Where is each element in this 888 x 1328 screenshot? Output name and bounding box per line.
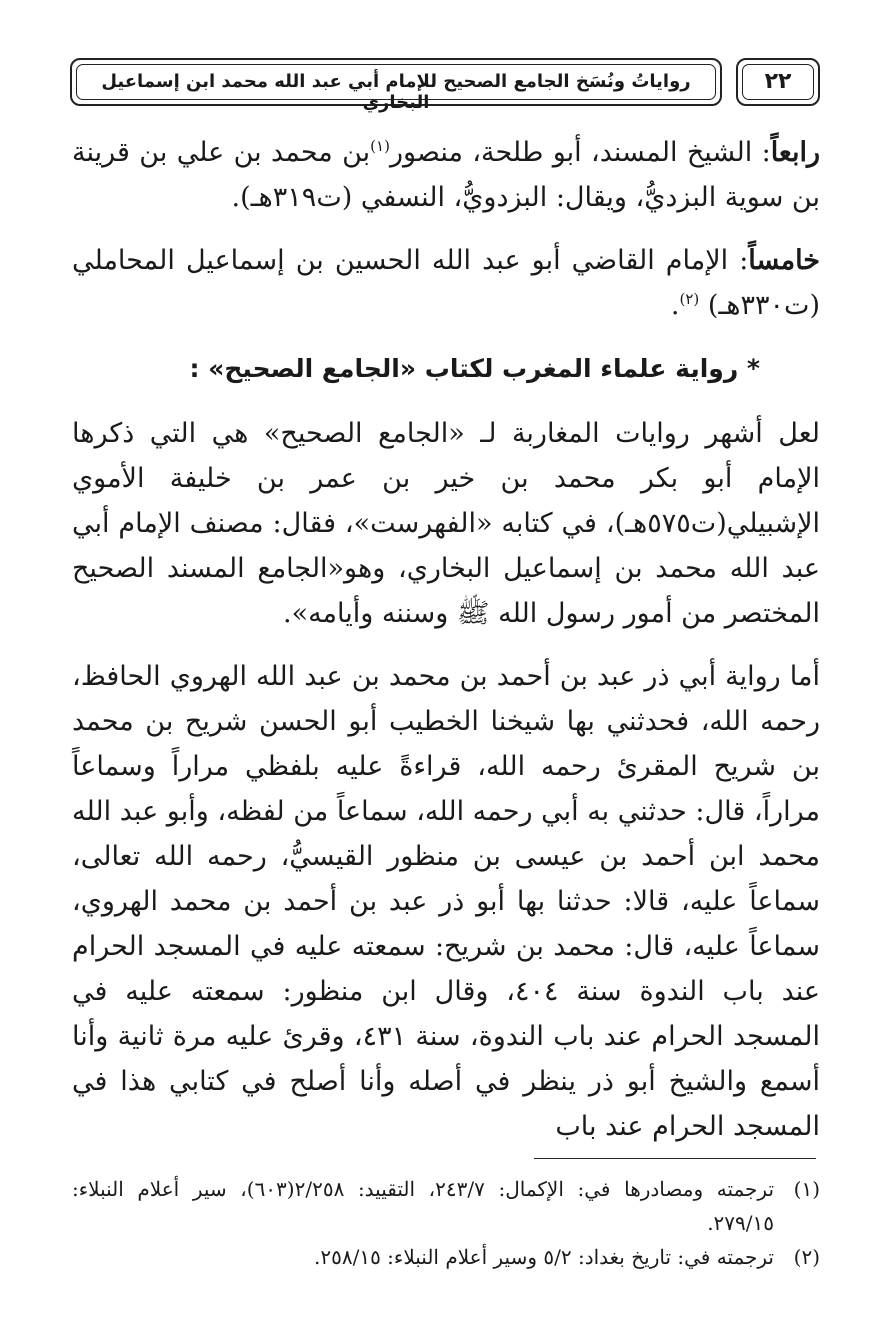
paragraph-text: : الإمام القاضي أبو عبد الله الحسين بن إسماعيل المحاملي (ت٣٣٠هـ) <box>72 245 820 321</box>
paragraph-fifth <box>72 238 820 328</box>
section-heading: * رواية علماء المغرب لكتاب «الجامع الصحيح» : <box>189 354 760 383</box>
paragraph-text: . <box>670 290 680 321</box>
paragraph-text: : الشيخ المسند، أبو طلحة، منصور <box>389 137 771 168</box>
footnote-ref-1[interactable]: (١) <box>370 137 390 155</box>
footnote-number: (٢) <box>793 1245 820 1269</box>
footnotes <box>72 1172 820 1274</box>
running-header <box>70 58 820 113</box>
footnote-2 <box>72 1240 820 1274</box>
paragraph-maghreb-intro: لعل أشهر روايات المغاربة لـ «الجامع الصحيح» هي التي ذكرها الإمام أبو بكر محمد بن خير بن عمر بن خليفة الأموي الإشبيلي(ت٥٧٥هـ)، في كتابه «الفهرست»، فقال: مصنف الإمام أبي عبد الله محمد بن إسماعيل البخاري، وهو«الجامع المسند الصحيح المختصر من أمور رسول الله ﷺ وسننه وأيامه». <box>72 418 820 629</box>
header-title-frame <box>70 58 722 113</box>
footnote-number: (١) <box>793 1177 820 1201</box>
paragraph-label: رابعاً <box>770 137 820 168</box>
footnote-text: ترجمته في: تاريخ بغداد: ٥/٢ وسير أعلام النبلاء: ٢٥٨/١٥. <box>314 1245 774 1269</box>
page-number: ٢٢ <box>764 69 792 94</box>
paragraph-fourth <box>72 130 820 220</box>
footnote-text: ترجمته ومصادرها في: الإكمال: ٢٤٣/٧، التقييد: ٢/٢٥٨(٦٠٣)، سير أعلام النبلاء: ٢٧٩/١٥. <box>72 1177 775 1235</box>
footnote-ref-2[interactable]: (٢) <box>679 290 700 308</box>
page-number-frame <box>736 58 820 106</box>
footnote-1 <box>72 1172 820 1240</box>
paragraph-text: بن محمد بن علي بن قرينة بن سوية البزديُّ، ويقال: البزدويُّ، النسفي (ت٣١٩هـ). <box>72 137 820 213</box>
header-title: رواياتُ ونُسَخ الجامع الصحيح للإمام أبي عبد الله محمد ابن إسماعيل البخاري <box>101 71 691 113</box>
paragraph-label: خامساً <box>748 245 820 276</box>
footnote-divider <box>534 1158 816 1159</box>
paragraph-abu-dhar: أما رواية أبي ذر عبد بن أحمد بن محمد بن عبد الله الهروي الحافظ، رحمه الله، فحدثني بها شيخنا الخطيب أبو الحسن شريح بن محمد بن شريح المقرئ رحمه الله، قراءةً عليه بلفظي مراراً وسماعاً مراراً، قال: حدثني به أبي رحمه الله، سماعاً من لفظه، وأبو عبد الله محمد ابن أحمد بن عيسى بن منظور القيسيُّ، رحمه الله تعالى، سماعاً عليه، قالا: حدثنا بها أبو ذر عبد بن أحمد بن محمد الهروي، سماعاً عليه، قال: محمد بن شريح: سمعته عليه في المسجد الحرام عند باب الندوة سنة ٤٠٤، وقال ابن منظور: سمعته عليه في المسجد الحرام عند باب الندوة، سنة ٤٣١، وقرئ عليه مرة ثانية وأنا أسمع والشيخ أبو ذر ينظر في أصله وأنا أصلح في كتابي هذا في المسجد الحرام عند باب <box>72 661 820 1142</box>
main-text <box>72 130 820 1167</box>
